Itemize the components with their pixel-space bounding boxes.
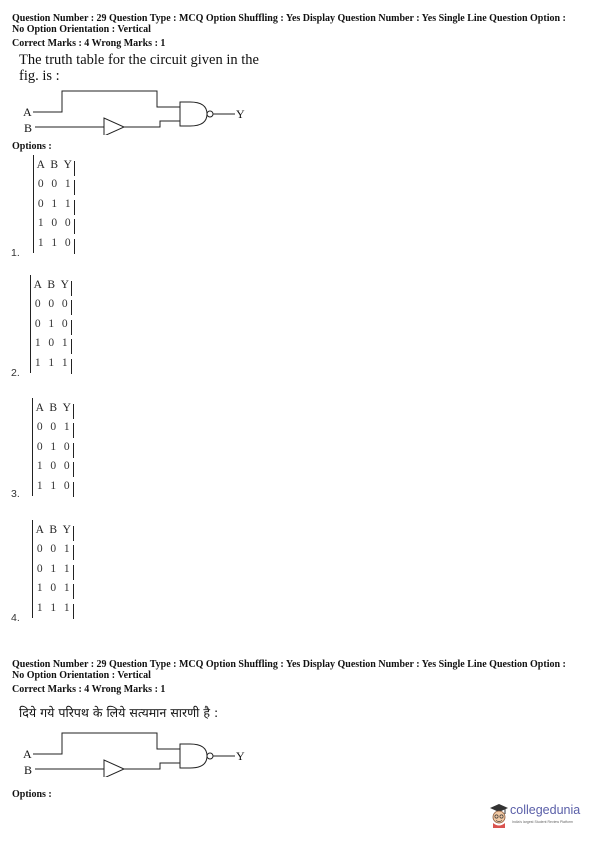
cell-b: 1 — [48, 317, 55, 330]
table-row — [33, 598, 74, 618]
cell-y: 1 — [58, 357, 72, 369]
table-row — [31, 314, 72, 334]
question-meta-line2: No Option Orientation : Vertical — [12, 24, 151, 35]
cell-b: 1 — [50, 440, 57, 453]
cell-y: 1 — [60, 582, 74, 594]
cell-b: 1 — [51, 236, 58, 249]
cell-a: 1 — [34, 337, 41, 350]
header-a: A — [35, 523, 44, 536]
question2-marks: Correct Marks : 4 Wrong Marks : 1 — [12, 684, 166, 695]
cell-y: 1 — [60, 421, 74, 433]
cell-a: 1 — [36, 460, 43, 473]
header-y: Y — [60, 402, 74, 414]
input-b-label: B — [24, 121, 33, 135]
graduate-mascot-icon — [488, 802, 510, 828]
table-row — [33, 540, 74, 560]
question-text-line2: fig. is : — [19, 68, 60, 84]
nand-gate-icon — [180, 744, 207, 768]
cell-b: 0 — [51, 178, 58, 191]
question-marks: Correct Marks : 4 Wrong Marks : 1 — [12, 38, 166, 49]
question2-meta-line2: No Option Orientation : Vertical — [12, 670, 151, 681]
cell-y: 0 — [61, 237, 75, 249]
table-header-row — [33, 398, 74, 418]
cell-b: 0 — [48, 337, 55, 350]
cell-a: 1 — [34, 356, 41, 369]
nand-gate-icon — [180, 102, 207, 126]
cell-a: 0 — [37, 197, 44, 210]
option-number-2: 2. — [11, 367, 20, 379]
cell-a: 1 — [37, 236, 44, 249]
header-b: B — [49, 401, 58, 414]
header-a: A — [33, 278, 42, 291]
truth-table-option-2 — [30, 275, 72, 373]
cell-b: 0 — [50, 421, 57, 434]
output-y-label: Y — [236, 107, 245, 121]
cell-a: 1 — [36, 582, 43, 595]
cell-y: 1 — [61, 178, 75, 190]
header-b: B — [49, 523, 58, 536]
header-b: B — [50, 158, 59, 171]
buffer-gate-icon — [104, 760, 124, 777]
cell-b: 1 — [50, 601, 57, 614]
cell-a: 0 — [34, 298, 41, 311]
table-row — [34, 233, 75, 253]
cell-y: 0 — [58, 318, 72, 330]
truth-table-option-3 — [32, 398, 74, 496]
option-number-1: 1. — [11, 247, 20, 259]
options-label: Options : — [12, 141, 52, 152]
cell-y: 1 — [60, 602, 74, 614]
cell-a: 1 — [36, 479, 43, 492]
cell-b: 0 — [51, 217, 58, 230]
table-row — [33, 418, 74, 438]
question2-text: दिये गये परिपथ के लिये सत्यमान सारणी है : — [19, 705, 219, 720]
table-header-row — [34, 155, 75, 175]
cell-y: 0 — [61, 217, 75, 229]
buffer-gate-icon — [104, 118, 124, 135]
cell-a: 0 — [34, 317, 41, 330]
circuit-wires-svg — [20, 85, 270, 135]
cell-a: 0 — [37, 178, 44, 191]
logic-circuit-diagram — [20, 85, 270, 135]
table-row — [31, 334, 72, 354]
option-number-4: 4. — [11, 612, 20, 624]
cell-b: 0 — [48, 298, 55, 311]
logo-name: collegedunia — [510, 803, 581, 817]
options-label-2: Options : — [12, 789, 52, 800]
table-row — [31, 353, 72, 373]
header-y: Y — [61, 159, 75, 171]
truth-table-option-4 — [32, 520, 74, 618]
cell-b: 1 — [51, 197, 58, 210]
header-b: B — [47, 278, 56, 291]
input-a-label: A — [23, 105, 32, 119]
cell-a: 0 — [36, 440, 43, 453]
input-b-label: B — [24, 763, 33, 777]
table-row — [33, 559, 74, 579]
circuit-wires-svg — [20, 727, 270, 777]
table-header-row — [31, 275, 72, 295]
cell-a: 0 — [36, 562, 43, 575]
table-row — [34, 194, 75, 214]
truth-table-option-1 — [33, 155, 75, 253]
cell-y: 1 — [60, 543, 74, 555]
cell-y: 0 — [58, 298, 72, 310]
table-header-row — [33, 520, 74, 540]
logo-tagline: India's largest Student Review Platform — [512, 820, 573, 824]
cell-y: 1 — [61, 198, 75, 210]
cell-b: 1 — [50, 562, 57, 575]
header-y: Y — [60, 524, 74, 536]
table-row — [33, 476, 74, 496]
question-text-line1: The truth table for the circuit given in the — [19, 52, 259, 68]
input-a-label: A — [23, 747, 32, 761]
question-meta-line1: Question Number : 29 Question Type : MCQ Option Shuffling : Yes Display Question Number : Yes Single Line Question Option : — [12, 13, 566, 24]
table-row — [34, 214, 75, 234]
table-row — [33, 437, 74, 457]
header-a: A — [35, 401, 44, 414]
cell-a: 1 — [36, 601, 43, 614]
cell-y: 0 — [60, 480, 74, 492]
logic-circuit-diagram-2 — [20, 727, 270, 777]
table-row — [33, 579, 74, 599]
cell-b: 1 — [48, 356, 55, 369]
header-y: Y — [58, 279, 72, 291]
cell-a: 1 — [37, 217, 44, 230]
cell-y: 1 — [58, 337, 72, 349]
cell-a: 0 — [36, 421, 43, 434]
option-number-3: 3. — [11, 488, 20, 500]
question2-meta-line1: Question Number : 29 Question Type : MCQ Option Shuffling : Yes Display Question Number : Yes Single Line Question Option : — [12, 659, 566, 670]
output-y-label: Y — [236, 749, 245, 763]
cell-y: 0 — [60, 441, 74, 453]
header-a: A — [36, 158, 45, 171]
collegedunia-logo — [488, 800, 588, 830]
table-row — [33, 457, 74, 477]
cell-b: 1 — [50, 479, 57, 492]
table-row — [34, 175, 75, 195]
cell-b: 0 — [50, 460, 57, 473]
cell-a: 0 — [36, 543, 43, 556]
cell-y: 0 — [60, 460, 74, 472]
table-row — [31, 295, 72, 315]
cell-b: 0 — [50, 582, 57, 595]
cell-b: 0 — [50, 543, 57, 556]
cell-y: 1 — [60, 563, 74, 575]
